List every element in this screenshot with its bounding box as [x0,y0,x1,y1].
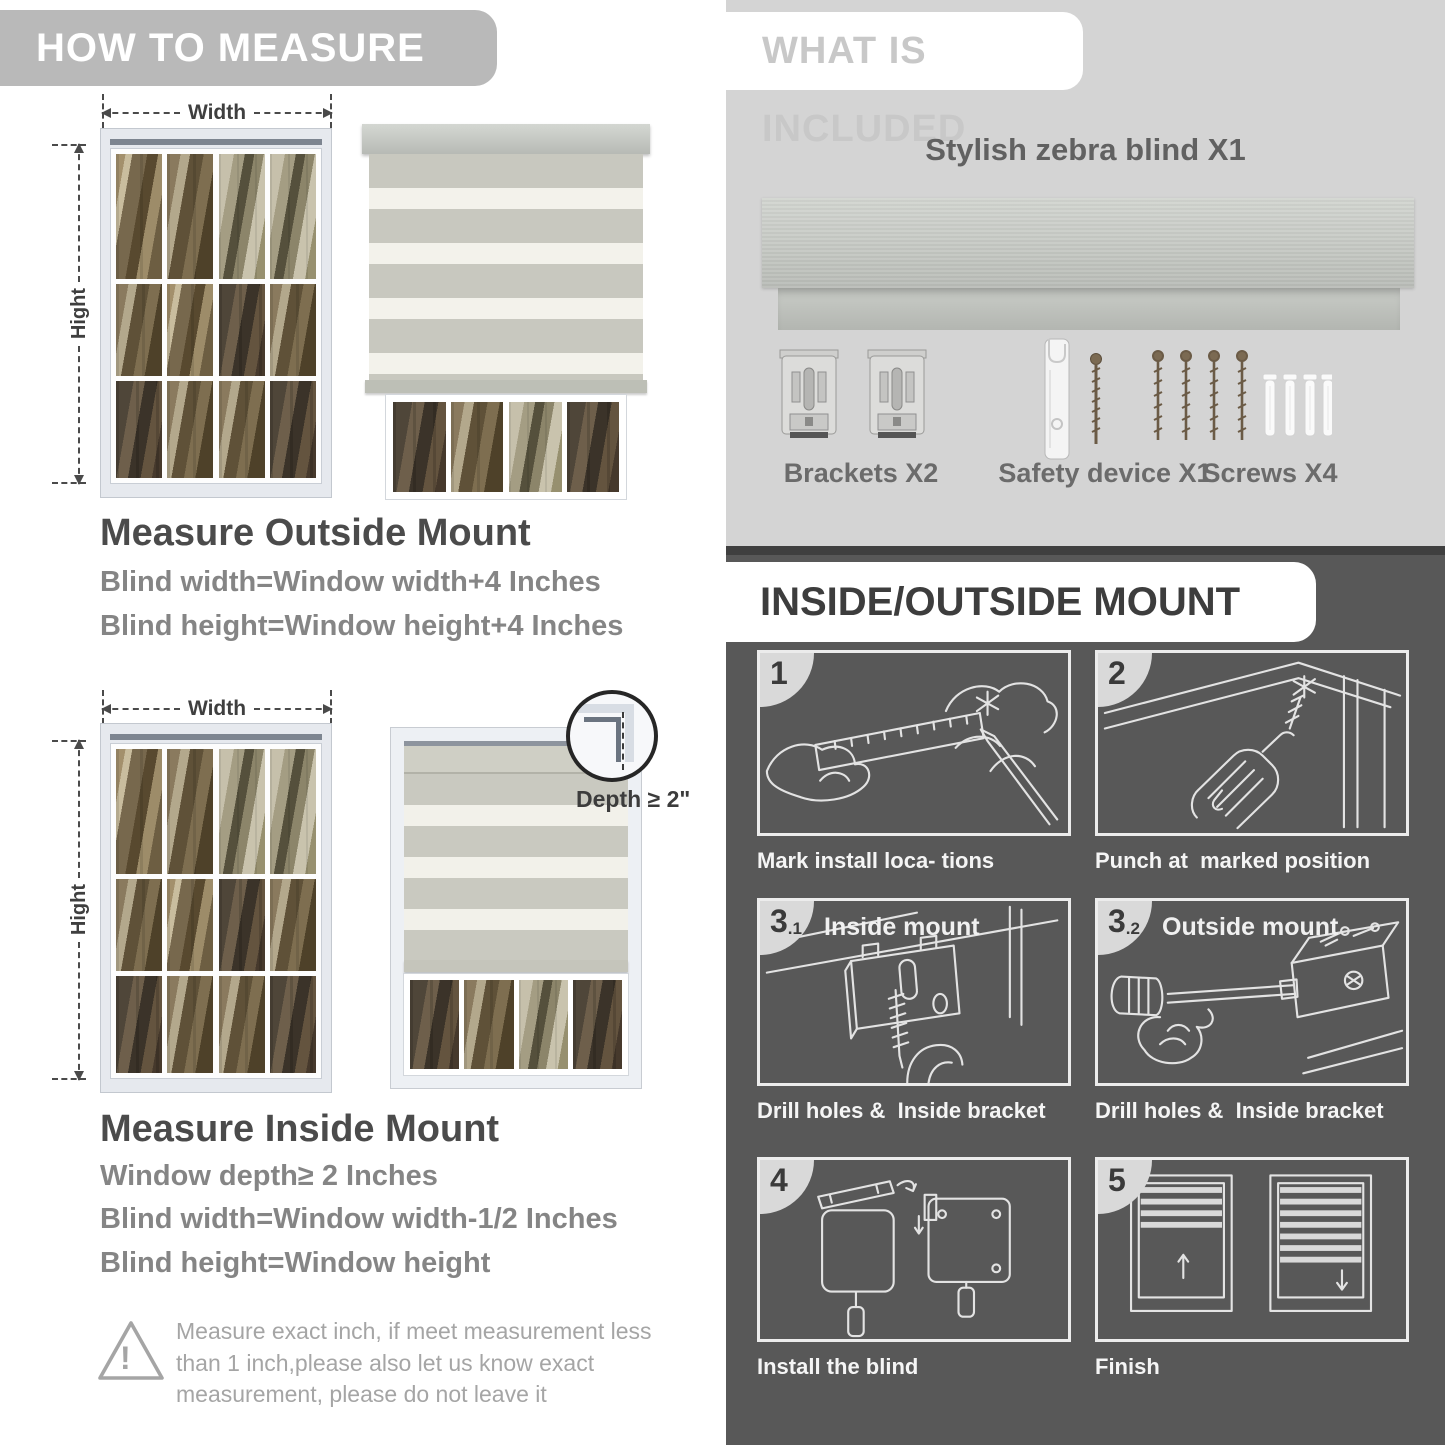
screws-and-anchors-icon [1148,348,1332,452]
bracket-icon [866,346,928,446]
window-photo-inside [100,723,332,1093]
safety-device-icon [1036,336,1078,464]
window-below-blind [386,395,626,499]
outside-width-formula: Blind width=Window width+4 Inches [100,566,601,598]
mount-section-banner [726,562,1316,642]
exclamation-mark: ! [120,1340,131,1376]
window-photo-outside [100,128,332,498]
blind-quantity-title: Stylish zebra blind X1 [925,132,1246,167]
width-dimension-arrow [102,102,332,124]
inside-height-formula: Blind height=Window height [100,1247,491,1279]
dimension-tick [330,690,332,724]
depth-magnifier-circle [566,690,658,782]
step-caption-5: Finish [1095,1354,1160,1379]
inside-mount-panel-title: Inside mount [824,913,980,941]
how-to-measure-banner [0,10,497,86]
width-label: Width [187,101,247,124]
blind-striped-body [369,154,643,380]
window-lintel [110,734,322,740]
screw-icon [1088,352,1104,448]
step-panel-3-2 [1095,898,1409,1086]
width-label: Width [187,697,247,720]
step-number-badge: 3.2 [1098,901,1152,955]
what-is-included-banner [726,12,1083,150]
inside-width-formula: Blind width=Window width-1/2 Inches [100,1203,618,1235]
height-label: Hight [67,288,90,340]
zebra-blind-headrail-photo [762,198,1414,288]
dimension-line [78,942,80,1080]
zebra-blind-outside-mount [362,124,650,499]
section-divider [726,546,1445,555]
blind-headrail [362,124,650,154]
inside-depth-rule: Window depth≥ 2 Inches [100,1160,438,1192]
height-dimension-arrow [68,740,90,1080]
window-below-blind [404,974,628,1075]
outside-mount-heading: Measure Outside Mount [100,512,531,554]
dimension-line [102,708,180,710]
window-lintel [110,139,322,145]
dimension-line [78,144,80,282]
step-caption-1: Mark install loca- tions [757,848,995,873]
step-panel-5 [1095,1157,1409,1342]
step-number-badge: 1 [760,653,814,707]
step-caption-2: Punch at marked position [1095,848,1371,873]
depth-dashed-line [622,712,624,770]
step-number-badge: 2 [1098,653,1152,707]
outside-mount-panel-title: Outside mount [1162,913,1339,941]
step-number-badge: 3.1 [760,901,814,955]
width-dimension-arrow [102,698,332,720]
step-number-badge: 4 [760,1160,814,1214]
dimension-line [254,112,332,114]
safety-device-label: Safety device X1 [998,458,1212,488]
how-to-measure-title: HOW TO MEASURE [36,26,425,70]
step-panel-4 [757,1157,1071,1342]
window-sash-left [116,154,213,478]
zebra-blind-headrail-lip [778,288,1400,330]
step-caption-4: Install the blind [757,1354,919,1379]
blind-bottom-rail [365,380,647,393]
warning-triangle-icon [96,1318,166,1384]
what-is-included-title: WHAT IS INCLUDED [762,30,967,150]
outside-height-formula: Blind height=Window height+4 Inches [100,610,624,642]
window-sashes [110,148,322,484]
window-sash-right [219,749,316,1073]
blind-bottom-rail [404,960,628,972]
step-panel-1 [757,650,1071,836]
window-sash-left [116,749,213,1073]
dimension-tick [52,1078,86,1080]
step-caption-3-1: Drill holes & Inside bracket [757,1098,1046,1123]
mount-section-title: INSIDE/OUTSIDE MOUNT [760,580,1241,624]
brackets-label: Brackets X2 [783,458,939,488]
warning-text: Measure exact inch, if meet measurement less than 1 inch,please also let us know exact measurement, please do not leave it [176,1318,652,1408]
dimension-line [78,740,80,878]
step-panel-3-1 [757,898,1071,1086]
dimension-line [78,346,80,484]
step-caption-3-2: Drill holes & Inside bracket [1095,1098,1384,1123]
depth-note: Depth ≥ 2" [576,786,691,812]
dimension-line [254,708,332,710]
step-panel-2 [1095,650,1409,836]
screws-label: Screws X4 [1202,458,1338,488]
dimension-line [102,112,180,114]
dimension-tick [52,482,86,484]
bracket-icon [778,346,840,446]
window-sash-right [219,154,316,478]
dimension-tick [330,94,332,128]
step-number-badge: 5 [1098,1160,1152,1214]
window-sashes [110,743,322,1079]
height-dimension-arrow [68,144,90,484]
inside-mount-heading: Measure Inside Mount [100,1108,500,1150]
height-label: Hight [67,884,90,936]
